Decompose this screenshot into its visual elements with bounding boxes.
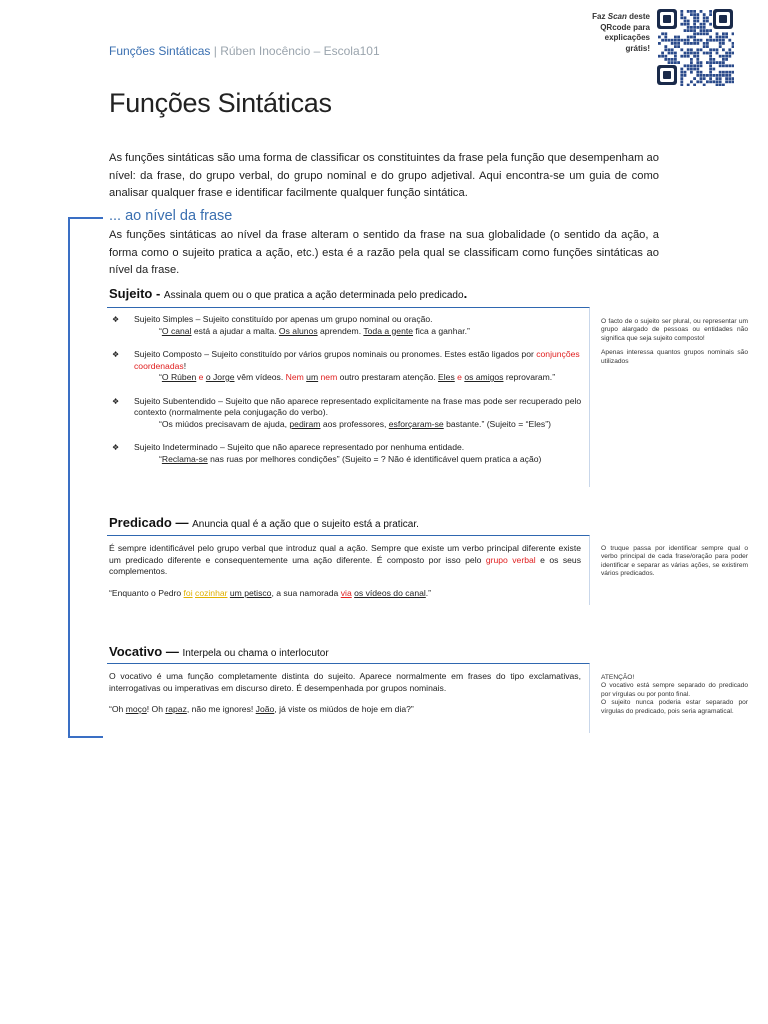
side-note-paragraph: O sujeito nunca poderia estar separado por vírgulas do predicado, pois seria agramatical. <box>601 699 748 715</box>
example-subject: O canal <box>161 325 192 336</box>
example-vocative: João <box>255 704 275 714</box>
paragraph-text: e os seus complementos. <box>109 554 581 576</box>
example-text: “Oh <box>109 704 126 714</box>
predicado-title: Predicado <box>109 515 172 530</box>
qr-code-icon[interactable] <box>656 8 734 86</box>
example-conjunction: Nem <box>285 372 304 382</box>
example-text: .” <box>425 587 432 598</box>
header-separator: | <box>213 44 217 58</box>
example-subject: Toda a gente <box>363 325 414 336</box>
section-bracket <box>68 217 103 738</box>
example-conjunction: nem <box>320 372 338 382</box>
example-verb: foi <box>183 587 193 598</box>
example-verb: cozinhar <box>195 587 228 598</box>
side-note-paragraph: Apenas interessa quantos grupos nominais são utilizados <box>601 349 748 365</box>
example-verb: pediram <box>289 418 321 429</box>
subsection-paragraph: As funções sintáticas ao nível da frase alteram o sentido da frase na sua globalidade (o sentido da ação, a forma como o sujeito pratica a ação, etc.) esta é a razão pela qual se classificam como funções sintáticas ao nível da frase. <box>109 229 659 276</box>
example-text: “Os miúdos precisavam de ajuda, <box>159 418 290 429</box>
item-example <box>134 372 582 384</box>
qr-caption-word: Faz <box>592 12 606 21</box>
vocativo-example <box>109 704 581 716</box>
example-verb: Reclama-se <box>161 453 208 464</box>
predicado-side-note <box>601 545 748 585</box>
vocativo-body <box>109 671 581 726</box>
list-item <box>112 442 582 465</box>
qr-caption-line: explicações <box>604 33 650 42</box>
sujeito-list <box>112 314 582 477</box>
example-conjunction: e <box>198 372 204 382</box>
sujeito-description: Assinala quem ou o que pratica a ação determinada pelo predicado <box>163 290 464 301</box>
header-title: Funções Sintáticas <box>109 44 211 58</box>
example-subject: O Rúben <box>161 372 197 382</box>
bullet-icon: ❖ <box>112 396 120 406</box>
list-item <box>112 396 582 431</box>
example-text: , não me ignores! <box>186 704 256 714</box>
example-subject: Eles <box>438 372 455 382</box>
list-item <box>112 314 582 337</box>
bullet-icon: ❖ <box>112 350 120 359</box>
example-subject: os amigos <box>464 372 504 382</box>
example-text: reprovaram.” <box>503 372 556 382</box>
example-text: , já viste os miúdos de hoje em dia?” <box>274 704 414 714</box>
example-vocative: rapaz <box>165 704 187 714</box>
heading-dash: — <box>162 644 183 659</box>
heading-dash: — <box>171 515 193 530</box>
bullet-icon: ❖ <box>112 315 120 324</box>
example-text: ! Oh <box>146 704 166 714</box>
side-note-heading: ATENÇÃO! <box>601 674 635 681</box>
qr-caption-word: deste <box>629 12 650 21</box>
example-text: está a ajudar a malta. <box>191 325 279 336</box>
example-text: vêm vídeos. <box>234 372 286 382</box>
example-text: outro prestaram atenção. <box>337 372 439 382</box>
predicado-heading <box>109 515 419 530</box>
example-subject: um <box>306 372 319 382</box>
sujeito-heading <box>109 286 467 301</box>
item-label: Sujeito Indeterminado – Sujeito que não aparece representado por nenhuma entidade. <box>134 442 465 452</box>
example-complement: os vídeos do canal <box>354 587 426 598</box>
subsection-heading: ... ao nível da frase <box>109 208 233 224</box>
example-verb: via <box>340 587 352 598</box>
item-example <box>134 419 582 431</box>
paragraph-text: É sempre identificável pelo grupo verbal que introduz qual a ação. Sempre que existe um verbo principal diferente existe um predicado diferente e consequentemente uma ação diferente. É composto por isso pelo <box>109 543 581 565</box>
example-text: “Enquanto o Pedro <box>109 587 184 598</box>
qr-caption-line: QRcode para <box>600 22 650 32</box>
item-label <box>134 349 582 372</box>
example-subject: o Jorge <box>205 372 235 382</box>
vocativo-side-note <box>601 674 748 716</box>
side-note-paragraph: O vocativo está sempre separado do predicado por vírgulas ou por ponto final. <box>601 682 748 698</box>
example-text: “ <box>159 325 162 336</box>
heading-dash: - <box>152 286 164 301</box>
example-text: aos professores, <box>320 418 389 429</box>
qr-caption <box>580 12 650 54</box>
label-text: ! <box>183 360 187 371</box>
bullet-icon: ❖ <box>112 443 120 452</box>
qr-caption-scan: Scan <box>607 12 627 21</box>
predicado-example <box>109 588 581 600</box>
vocativo-description: Interpela ou chama o interlocutor <box>182 648 329 659</box>
example-conjunction: e <box>457 372 462 382</box>
page-title: Funções Sintáticas <box>109 88 332 118</box>
example-complement: um petisco <box>229 587 272 598</box>
item-label: Sujeito Subentendido – Sujeito que não aparece representado explicitamente na frase mas pode ser recuperado pelo contexto (normalmente pela conjugação do verbo). <box>134 395 582 417</box>
example-text: “ <box>159 372 162 382</box>
example-text: “ <box>159 453 162 464</box>
example-text: aprendem. <box>317 325 364 336</box>
side-note-paragraph: O facto de o sujeito ser plural, ou representar um grupo alargado de pessoas ou entidades não significa que seja sujeito composto! <box>601 318 748 342</box>
example-vocative: moço <box>125 704 147 714</box>
paragraph-highlight: grupo verbal <box>485 554 536 565</box>
example-text: fica a ganhar.” <box>413 325 470 336</box>
item-label: Sujeito Simples – Sujeito constituído por apenas um grupo nominal ou oração. <box>134 314 433 324</box>
example-text: , a sua namorada <box>271 587 341 598</box>
qr-caption-line: grátis! <box>625 43 650 53</box>
header-author: Rúben Inocêncio – Escola101 <box>220 44 380 58</box>
predicado-body <box>109 543 581 609</box>
predicado-description: Anuncia qual é a ação que o sujeito está a praticar. <box>192 519 419 530</box>
predicado-paragraph <box>109 543 581 578</box>
sujeito-title: Sujeito <box>109 286 153 301</box>
vocativo-paragraph: O vocativo é uma função completamente distinta do sujeito. Aparece normalmente em frases do tipo exclamativas, interrogativas ou imperativas em discurso direto. É desempenhada por grupos nominais. <box>109 671 581 693</box>
vocativo-heading <box>109 644 329 659</box>
label-highlight: conjunções coordenadas <box>134 349 580 371</box>
intro-paragraph: As funções sintáticas são uma forma de classificar os constituintes da frase pela função que desempenham ao nível: da frase, do grupo verbal, do grupo nominal e do grupo adjetival. Aqui encontra-se um guia de como analisar qualquer frase e identificar facilmente qualquer função sintática. <box>109 152 659 199</box>
item-example <box>134 326 582 338</box>
side-note-paragraph: O truque passa por identificar sempre qual o verbo principal de cada frase/oração para poder identificar e separar as várias ações, se existirem vários predicados. <box>601 545 748 578</box>
example-subject: Os alunos <box>278 325 318 336</box>
vocativo-title: Vocativo <box>109 644 163 659</box>
list-item <box>112 349 582 384</box>
sujeito-side-note <box>601 318 748 372</box>
example-verb: esforçaram-se <box>388 418 444 429</box>
example-text: bastante.” (Sujeito = “Eles”) <box>443 418 551 429</box>
item-example <box>134 454 582 466</box>
heading-dot: . <box>463 286 468 301</box>
example-text: nas ruas por melhores condições” (Sujeito = ? Não é identificável quem pratica a ação) <box>207 453 542 464</box>
running-header <box>109 44 380 58</box>
label-text: Sujeito Composto – Sujeito constituído por vários grupos nominais ou pronomes. Estes estão ligados por <box>134 349 537 359</box>
